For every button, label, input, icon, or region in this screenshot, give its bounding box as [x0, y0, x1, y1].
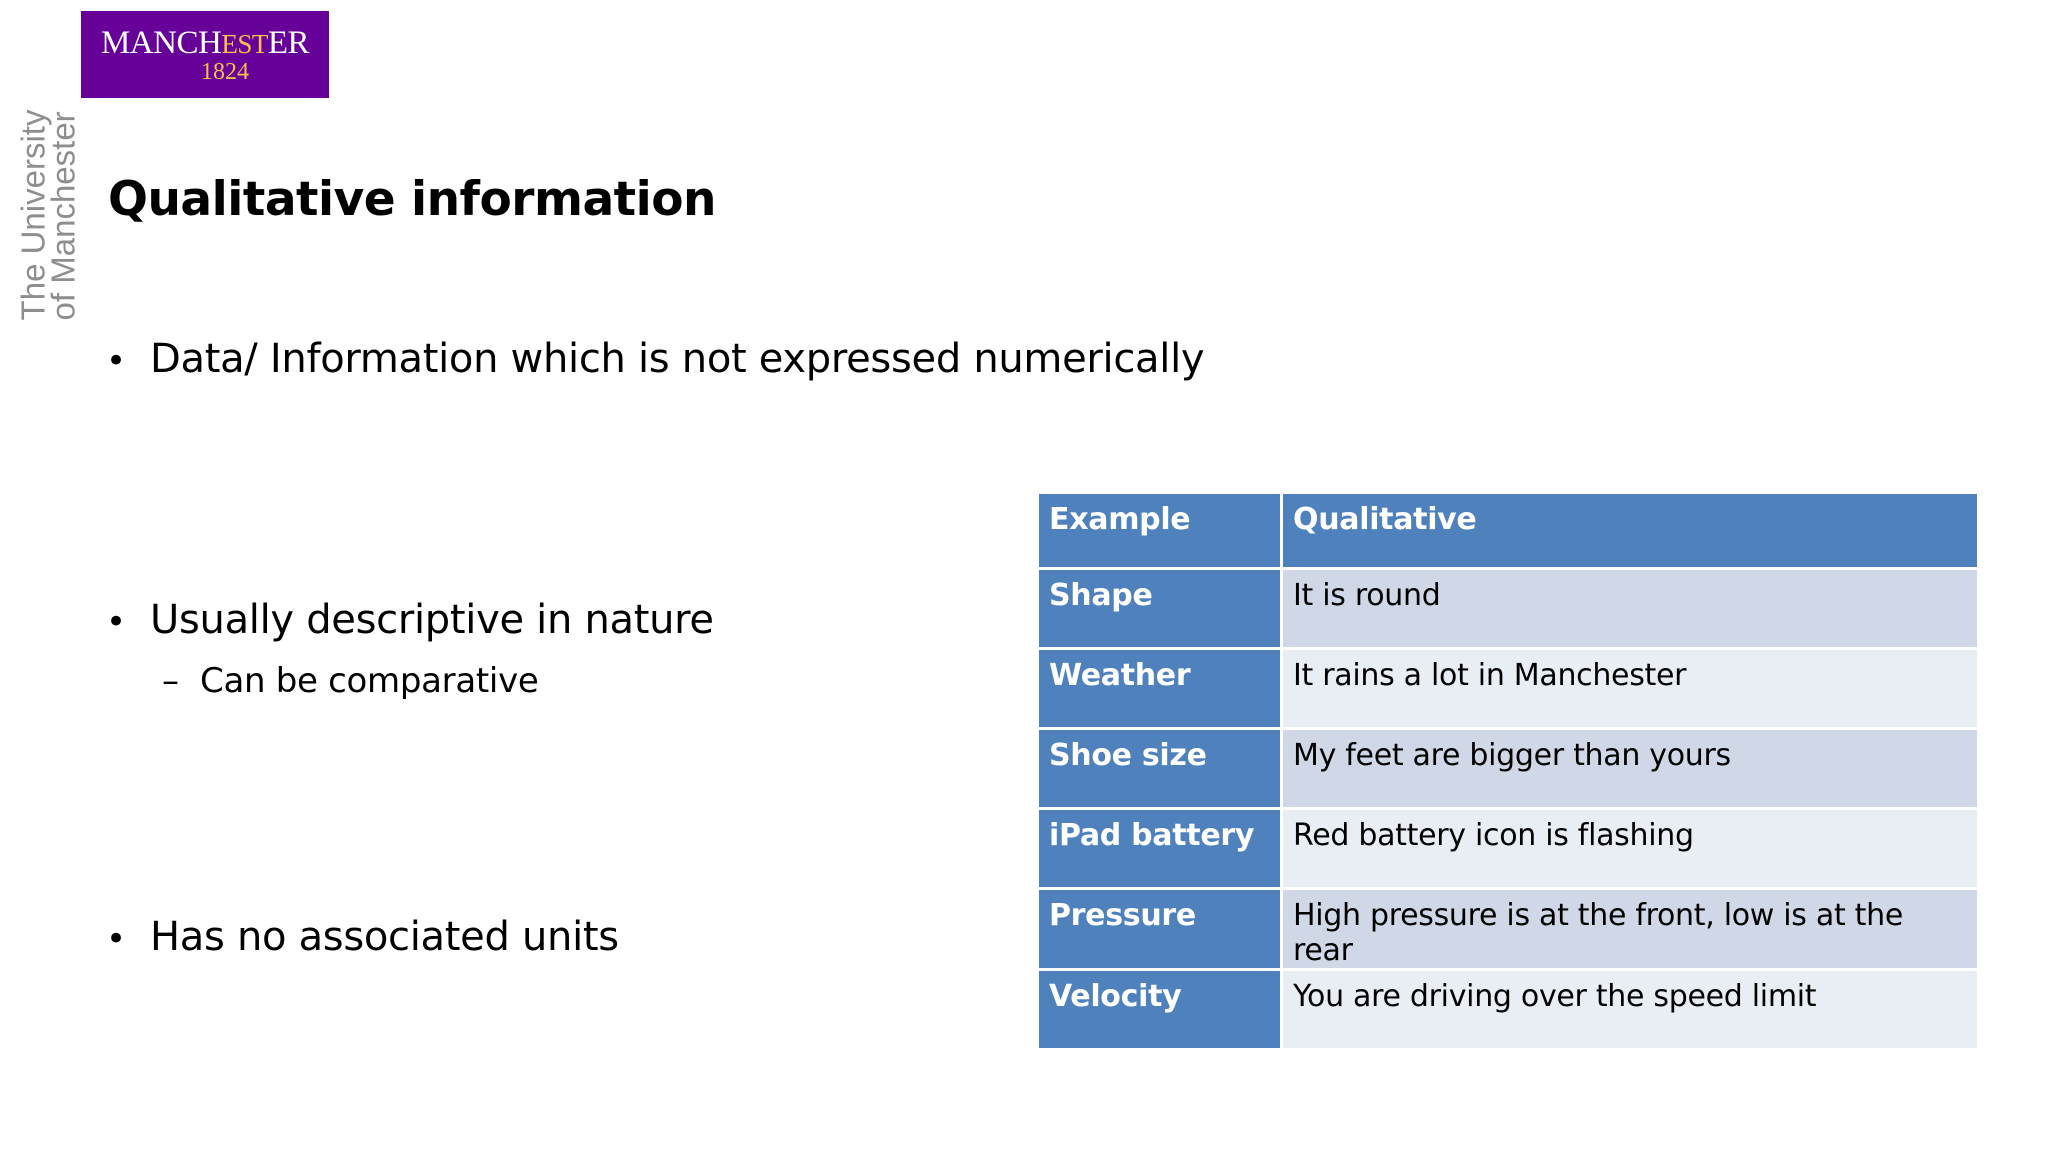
table-row — [1038, 809, 1979, 889]
row-qualitative-cell: High pressure is at the front, low is at the rear — [1282, 889, 1979, 970]
examples-table — [1036, 491, 1980, 1051]
column-header-example: Example — [1038, 493, 1282, 569]
university-name-line2: of Manchester — [44, 111, 82, 321]
logo-wordmark: MANCHESTER — [100, 24, 310, 61]
logo-year: 1824 — [201, 58, 249, 85]
column-header-qualitative: Qualitative — [1282, 493, 1979, 569]
bullet-item — [106, 914, 619, 960]
university-logo — [81, 11, 329, 98]
table-header-row — [1038, 493, 1979, 569]
table-row — [1038, 970, 1979, 1050]
row-example-cell: iPad battery — [1038, 809, 1282, 889]
table-row — [1038, 729, 1979, 809]
slide-title: Qualitative information — [108, 172, 716, 227]
row-qualitative-cell: It is round — [1282, 569, 1979, 649]
university-name-vertical — [16, 104, 80, 326]
row-example-cell: Weather — [1038, 649, 1282, 729]
row-example-cell: Shape — [1038, 569, 1282, 649]
university-name-line1: The University — [14, 109, 52, 321]
row-qualitative-cell: My feet are bigger than yours — [1282, 729, 1979, 809]
row-qualitative-cell: Red battery icon is flashing — [1282, 809, 1979, 889]
bullet-dot-icon: • — [106, 602, 126, 642]
sub-bullet-item — [162, 661, 539, 701]
bullet-text: Data/ Information which is not expressed numerically — [150, 336, 1205, 382]
row-qualitative-cell: It rains a lot in Manchester — [1282, 649, 1979, 729]
sub-bullet-text: Can be comparative — [200, 661, 539, 701]
table-row — [1038, 889, 1979, 970]
table-row — [1038, 569, 1979, 649]
row-example-cell: Velocity — [1038, 970, 1282, 1050]
table-row — [1038, 649, 1979, 729]
row-example-cell: Shoe size — [1038, 729, 1282, 809]
row-qualitative-cell: You are driving over the speed limit — [1282, 970, 1979, 1050]
bullet-dot-icon: • — [106, 341, 126, 381]
row-example-cell: Pressure — [1038, 889, 1282, 970]
sub-bullet-dash-icon: – — [162, 661, 179, 701]
bullet-dot-icon: • — [106, 919, 126, 959]
bullet-item — [106, 336, 1204, 382]
bullet-item — [106, 597, 714, 643]
bullet-text: Has no associated units — [150, 914, 619, 960]
bullet-text: Usually descriptive in nature — [150, 597, 714, 643]
